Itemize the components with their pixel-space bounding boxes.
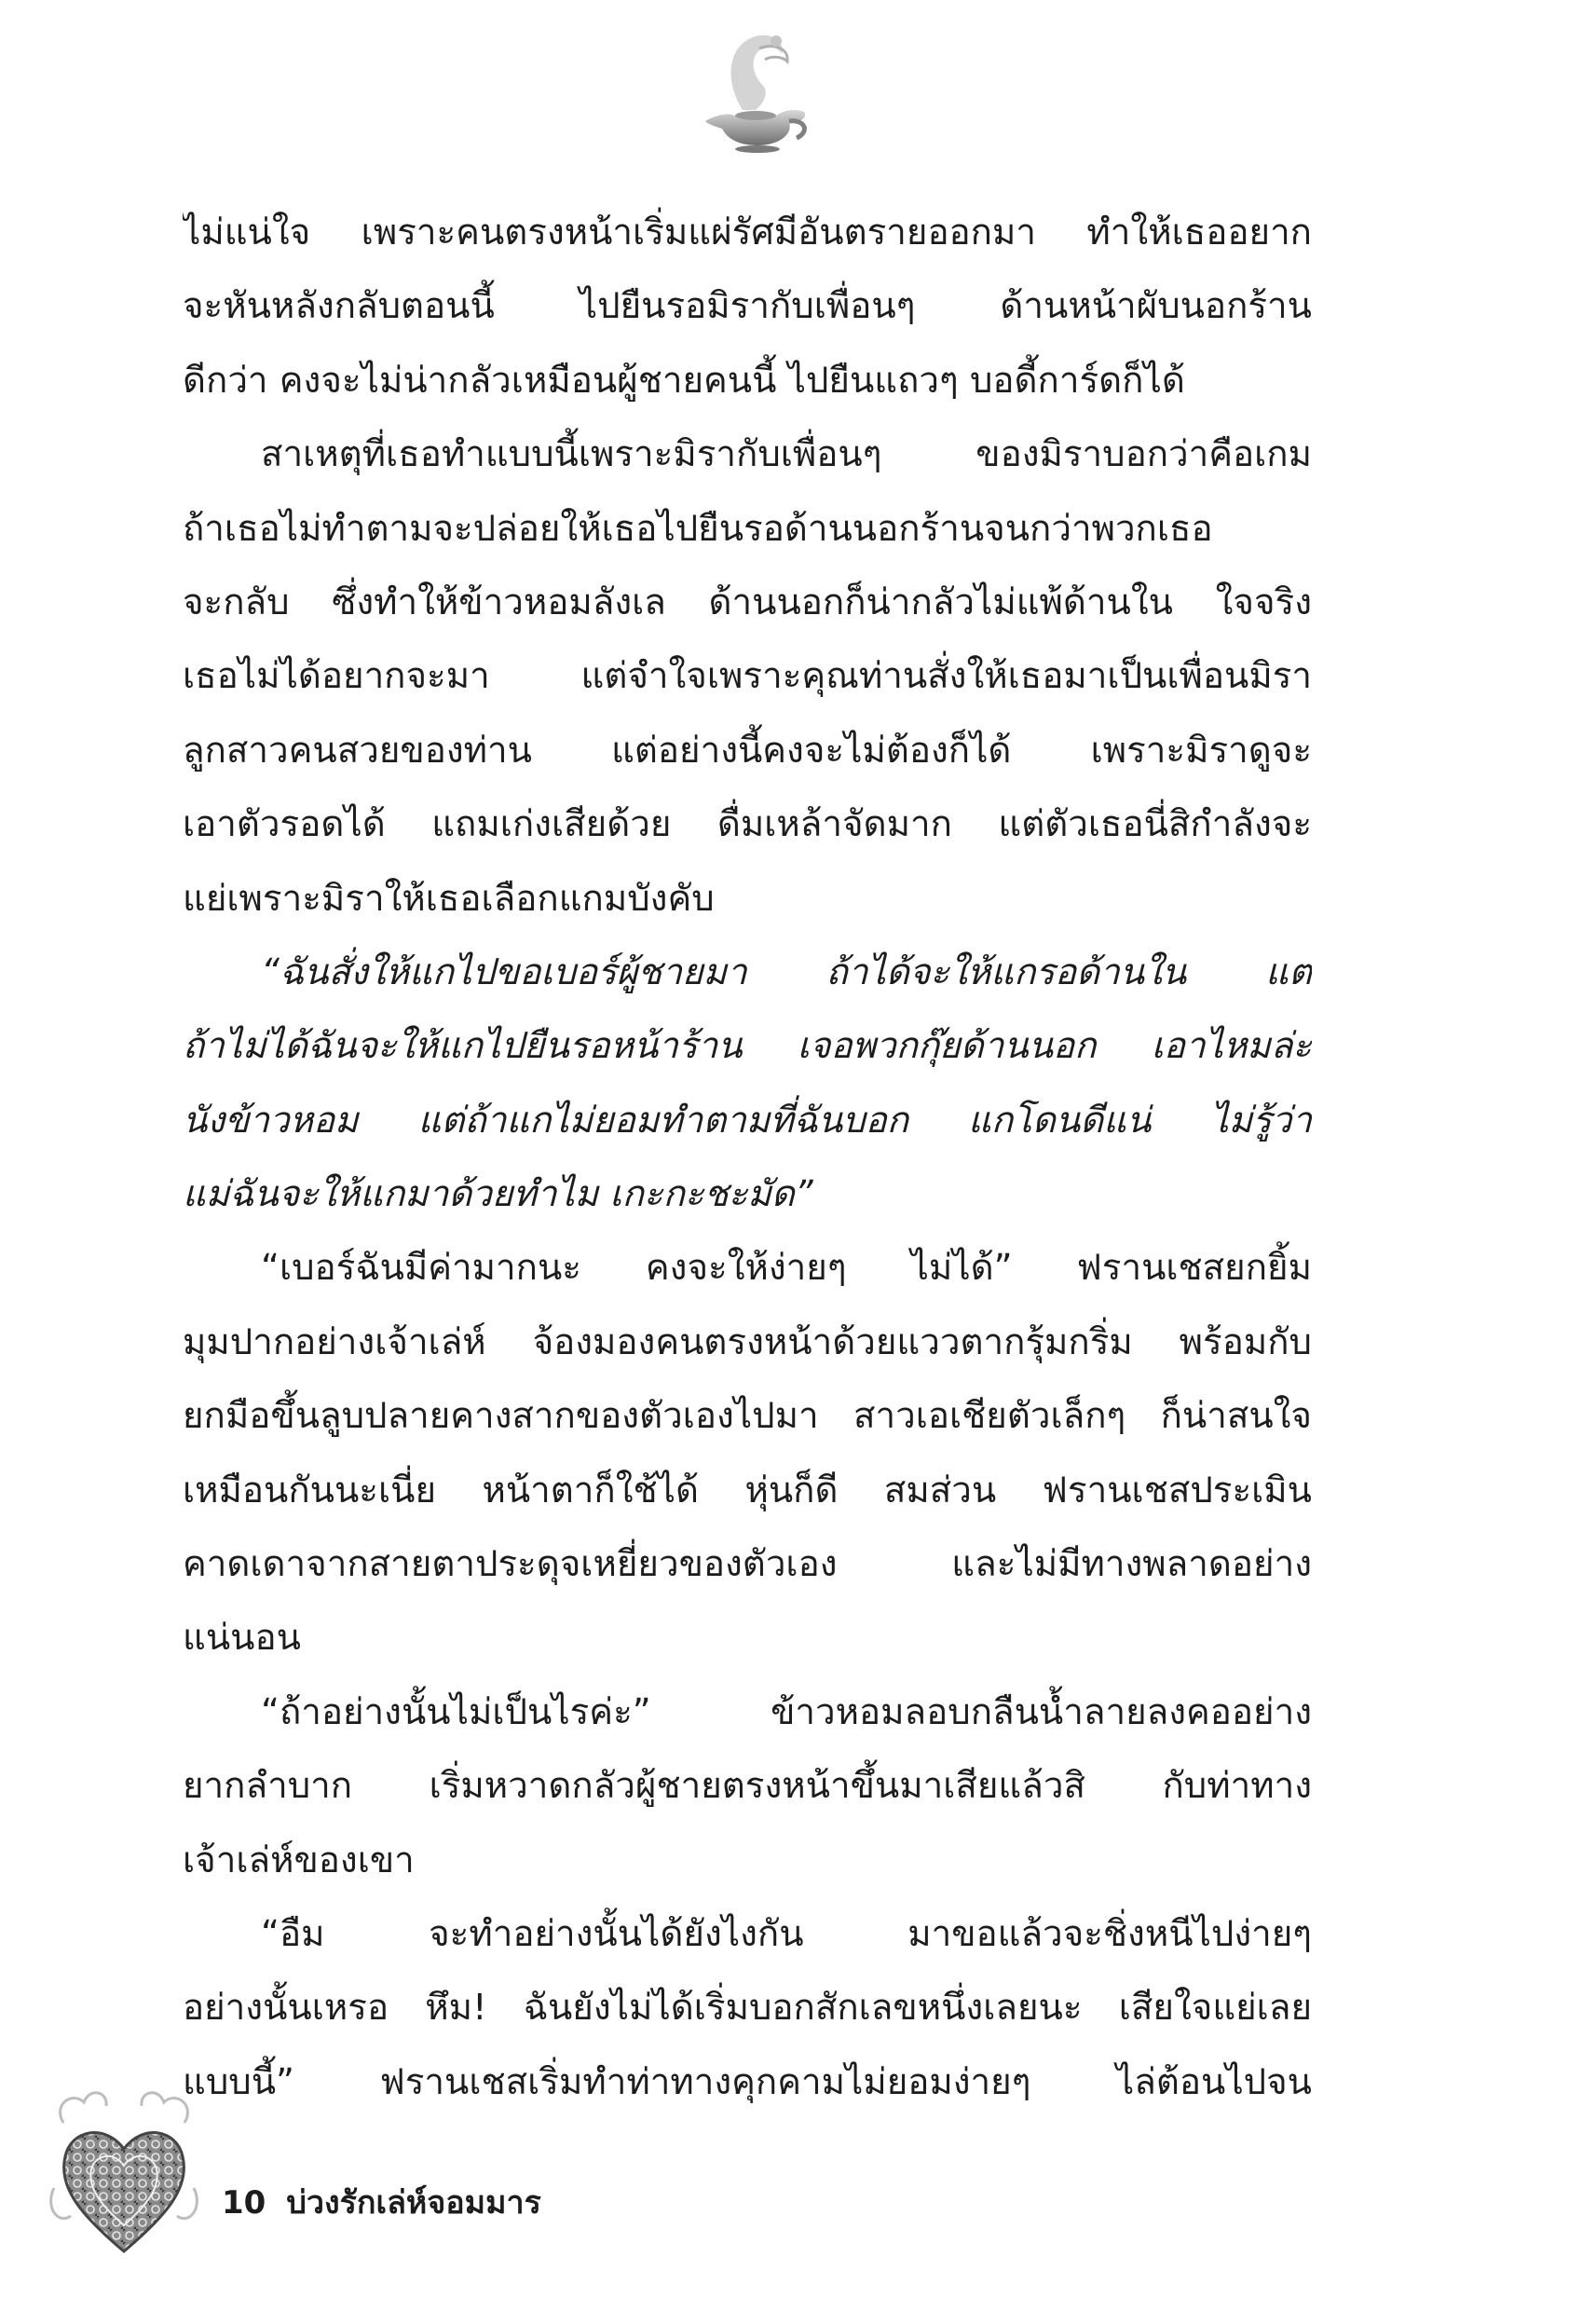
quoted-dialogue-line: นังข้าวหอม แต่ถ้าแกไม่ยอมทำตามที่ฉันบอก แกโดนดีแน่ ไม่รู้ว่า	[183, 1099, 1312, 1142]
paragraph-line: สาเหตุที่เธอทำแบบนี้เพราะมิรากับเพื่อนๆ ของมิราบอกว่าคือเกม	[261, 433, 1312, 476]
quoted-dialogue-line: แม่ฉันจะให้แกมาด้วยทำไม เกะกะชะมัด”	[183, 1173, 813, 1216]
paragraph-line: แน่นอน	[183, 1617, 301, 1660]
paragraph-line: จะกลับ ซึ่งทำให้ข้าวหอมลังเล ด้านนอกก็น่ากลัวไม่แพ้ด้านใน ใจจริง	[183, 581, 1312, 623]
paragraph-line: คาดเดาจากสายตาประดุจเหยี่ยวของตัวเอง และไม่มีทางพลาดอย่าง	[183, 1543, 1312, 1586]
ornate-heart-icon	[45, 2085, 203, 2263]
paragraph-line: ยกมือขึ้นลูบปลายคางสากของตัวเองไปมา สาวเอเชียตัวเล็กๆ ก็น่าสนใจ	[183, 1395, 1312, 1438]
paragraph-line: เจ้าเล่ห์ของเขา	[183, 1839, 415, 1881]
page-footer	[222, 2177, 541, 2227]
paragraph-line: “อืม จะทำอย่างนั้นได้ยังไงกัน มาขอแล้วจะชิ่งหนีไปง่ายๆ	[261, 1912, 1312, 1955]
paragraph-line: อย่างนั้นเหรอ หึม! ฉันยังไม่ได้เริ่มบอกสักเลขหนึ่งเลยนะ เสียใจแย่เลย	[183, 1987, 1312, 2030]
paragraph-line: มุมปากอย่างเจ้าเล่ห์ จ้องมองคนตรงหน้าด้วยแววตากรุ้มกริ่ม พร้อมกับ	[183, 1320, 1312, 1363]
paragraph-line: ถ้าเธอไม่ทำตามจะปล่อยให้เธอไปยืนรอด้านนอกร้านจนกว่าพวกเธอ	[183, 507, 1213, 550]
paragraph-line: ยากลำบาก เริ่มหวาดกลัวผู้ชายตรงหน้าขึ้นมาเสียแล้วสิ กับท่าทาง	[183, 1765, 1312, 1808]
quoted-dialogue-line: “ฉันสั่งให้แกไปขอเบอร์ผู้ชายมา ถ้าได้จะให้แกรอด้านใน แต่	[261, 950, 1312, 993]
paragraph-line: “ถ้าอย่างนั้นไม่เป็นไรค่ะ” ข้าวหอมลอบกลืนน้ำลายลงคออย่าง	[261, 1690, 1312, 1733]
page-body-text	[183, 196, 1312, 2119]
page-number: 10	[222, 2184, 266, 2222]
paragraph-line: แย่เพราะมิราให้เธอเลือกแกมบังคับ	[183, 877, 715, 920]
paragraph-line: เธอไม่ได้อยากจะมา แต่จำใจเพราะคุณท่านสั่งให้เธอมาเป็นเพื่อนมิรา	[183, 655, 1312, 698]
paragraph-line: ลูกสาวคนสวยของท่าน แต่อย่างนี้คงจะไม่ต้องก็ได้ เพราะมิราดูจะ	[183, 729, 1312, 772]
paragraph-line: ไม่แน่ใจ เพราะคนตรงหน้าเริ่มแผ่รัศมีอันตรายออกมา ทำให้เธออยาก	[183, 212, 1312, 253]
paragraph-line: เหมือนกันนะเนี่ย หน้าตาก็ใช้ได้ หุ่นก็ดี สมส่วน ฟรานเชสประเมิน	[183, 1469, 1312, 1511]
genie-lamp-icon	[685, 21, 825, 160]
paragraph-line: เอาตัวรอดได้ แถมเก่งเสียด้วย ดื่มเหล้าจัดมาก แต่ตัวเธอนี่สิกำลังจะ	[183, 803, 1312, 846]
book-title: บ่วงรักเล่ห์จอมมาร	[286, 2184, 541, 2222]
paragraph-line: จะหันหลังกลับตอนนี้ ไปยืนรอมิรากับเพื่อนๆ ด้านหน้าผับนอกร้าน	[183, 285, 1312, 328]
paragraph-line: “เบอร์ฉันมีค่ามากนะ คงจะให้ง่ายๆ ไม่ได้” ฟรานเชสยกยิ้ม	[261, 1247, 1312, 1290]
quoted-dialogue-line: ถ้าไม่ได้ฉันจะให้แกไปยืนรอหน้าร้าน เจอพวกกุ๊ยด้านนอก เอาไหมล่ะ	[183, 1025, 1312, 1068]
paragraph-line: ดีกว่า คงจะไม่น่ากลัวเหมือนผู้ชายคนนี้ ไปยืนแถวๆ บอดี้การ์ดก็ได้	[183, 359, 1185, 402]
paragraph-line: แบบนี้” ฟรานเชสเริ่มทำท่าทางคุกคามไม่ยอมง่ายๆ ไล่ต้อนไปจน	[183, 2060, 1312, 2103]
